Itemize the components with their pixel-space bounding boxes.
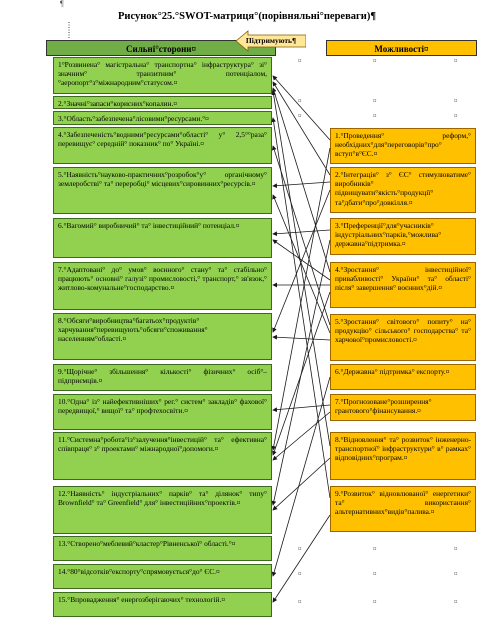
arrow-o4-s1 <box>273 88 330 272</box>
opportunity-6: 6.°Державна° підтримка° експорту.¤ <box>330 364 476 390</box>
opportunity-8: 8.°Відновлення° та° розвиток° інженерно-транспортної° інфраструктури° в° рамках° відповідних°програм.¤ <box>330 432 476 480</box>
strength-2: 2.°Значні°запаси°корисних°копалин.¤ <box>53 96 272 109</box>
supports-label: Підтримують¶ <box>245 36 297 45</box>
cell-mark: ¤ <box>373 57 377 65</box>
arrow-o8-s1 <box>273 91 330 446</box>
strength-3: 3.°Область°забезпечена°лісовими°ресурсами.°¤ <box>53 111 272 125</box>
cell-mark: ¤ <box>298 112 302 120</box>
arrow-o4-s6 <box>273 240 330 280</box>
arrow-o3-s6 <box>273 230 330 234</box>
strength-15: 15.°Впровадження° енергозберігаючих° технологій.¤ <box>53 592 272 617</box>
cell-mark: ¤ <box>454 112 458 120</box>
strengths-header: Сильні°сторони¤ <box>46 40 276 56</box>
cell-mark: ¤ <box>373 97 377 105</box>
cell-mark: ¤ <box>298 97 302 105</box>
arrow-o1-s1 <box>273 76 330 140</box>
cell-mark: ¤ <box>373 112 377 120</box>
strength-11: 11.°Системна°робота°із°залучення°інвестицій° та° ефективна° співпраця° з° проектами° міжнародної°допомоги.¤ <box>53 432 272 480</box>
cell-mark: ¤ <box>373 545 377 553</box>
figure-title: Рисунок°25.°SWOT-матриця°(порівняльні°переваги)¶ <box>118 11 376 22</box>
opportunity-3: 3.°Преференції°для°учасників° індустріальних°парків,°можлива° державна°підтримка.¤ <box>330 218 476 255</box>
cell-mark: ¤ <box>373 598 377 606</box>
arrow-o9-s3 <box>273 118 330 498</box>
strength-14: 14.°80°відсотків°експорту°спрямовується°до° ЄС.¤ <box>53 564 272 589</box>
cell-mark: ¤ <box>454 545 458 553</box>
opportunity-4: 4.°Зростання° інвестиційної° привабливості° України° та° області° після° завершення° воєнних°дій.¤ <box>330 262 476 308</box>
strength-5: 5.°Наявність°науково-практичних°розробок°у° органічному° землеробстві° та° переробці° місцевих°сировинних°ресурсів.¤ <box>53 167 272 214</box>
strength-7: 7.°Адаптовані° до° умов° воєнного° стану° та° стабільно° працюють° основні° галузі° промисловості,° транспорт,° зв'язок,° житлово-комунальне°господарство.¤ <box>53 262 272 310</box>
opportunity-5: 5.°Зростання° світового° попиту° на° продукцію° сільського° господарства° та° харчової°промисловості.¤ <box>330 314 476 361</box>
arrow-o4-s11 <box>273 292 330 455</box>
arrow-o7-s11 <box>273 412 330 460</box>
cell-mark: ¤ <box>373 570 377 578</box>
opportunity-9: 9.°Розвиток° відновлюваної° енергетики° та° використання° альтернативних°видів°палива.¤ <box>330 486 476 532</box>
arrow-o9-s15 <box>273 515 330 602</box>
opportunity-7: 7.°Прогнозоване°розширення° грантового°фінансування.¤ <box>330 394 476 421</box>
cell-mark: ¤ <box>454 97 458 105</box>
strength-1: 1°Розвинена° магістральна° транспортна° інфраструктура° зі° значним° транзитним° потенціалом,°аеропорт°з°міжнародним°статусом.¤ <box>53 57 272 94</box>
strength-6: 6.°Вагомий° виробничий° та° інвестиційний° потенціал.¤ <box>53 218 272 258</box>
strength-8: 8.°Обсяги°виробництва°багатьох°продуктів° харчування°перевищують°обсяги°споживання° населенням°області.¤ <box>53 313 272 360</box>
opportunities-header: Можливості¤ <box>326 40 477 56</box>
strength-12: 12.°Наявність° індустріальних° парків° та° ділянок° типу° Brownfield° та° Greenfield° для° інвестиційних°проектів.¤ <box>53 486 272 534</box>
cell-mark: ¤ <box>298 570 302 578</box>
cell-mark: ¤ <box>298 545 302 553</box>
cell-mark: ¤ <box>298 598 302 606</box>
arrow-o2-s8 <box>273 190 330 332</box>
arrow-o5-s8 <box>273 337 330 340</box>
cell-mark: ¤ <box>454 570 458 578</box>
arrow-o2-s5 <box>273 182 330 186</box>
pilcrow-mark: ¶ <box>60 0 64 8</box>
cell-mark: ¤ <box>298 57 302 65</box>
strength-9: 9.°Щорічне° збільшення° кількості° фізичних° осіб°–підприємців.¤ <box>53 364 272 391</box>
cell-mark: ¤ <box>454 57 458 65</box>
arrow-o5-s5 <box>273 195 330 333</box>
opportunity-1: 1.°Проведення° реформ,° необхідних°для°переговорів°про° вступ°в°ЄС.¤ <box>330 128 476 164</box>
strength-13: 13.°Створено°меблевий°кластер°Рівненської° області.°¤ <box>53 536 272 561</box>
strength-4: 4.°Забезпеченість°водними°ресурсами°області° у° 2,5°°раза° перевищує° середній° показник° по° Україні.¤ <box>53 127 272 164</box>
strength-10: 10.°Одна° із° найефективніших° рег.° систем° закладів° фахової° передвищої,° вищої° та° профтехосвіти.¤ <box>53 394 272 430</box>
arrow-o2-s1 <box>273 82 330 175</box>
opportunity-2: 2.°Інтеграція° з° ЄС° стимулюватиме° виробників° підвищувати°якість°продукції° та°дбати°про°довкілля.¤ <box>330 167 476 213</box>
cell-mark: ¤ <box>454 598 458 606</box>
